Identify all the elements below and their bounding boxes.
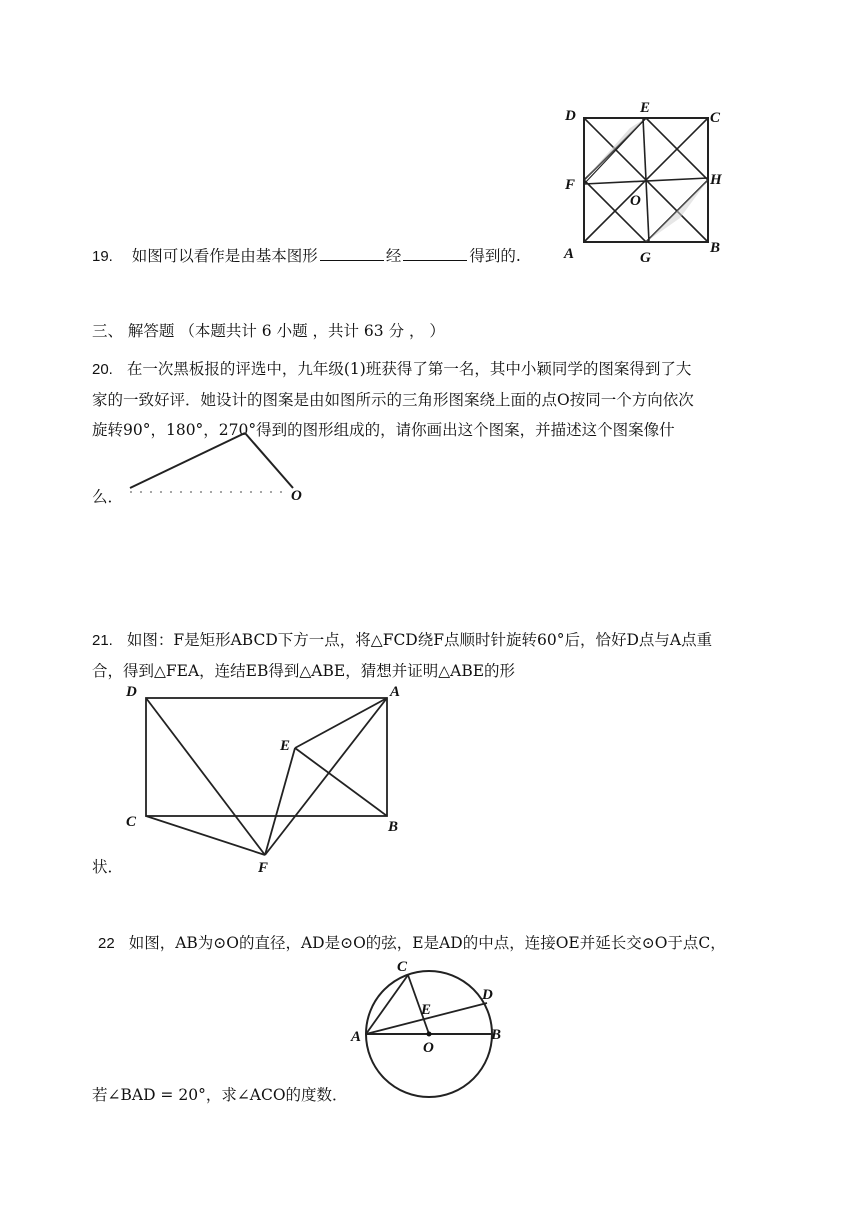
q19-blank-2[interactable] <box>403 246 467 261</box>
q21-label-c: C <box>126 814 137 830</box>
q19-figure <box>560 100 730 266</box>
q22-question <box>98 930 726 957</box>
q21-number: 21. <box>92 632 113 649</box>
q21-figure <box>120 680 410 875</box>
q21-question <box>92 625 792 686</box>
q19-label-e: E <box>640 100 651 116</box>
q21-label-e: E <box>280 738 291 754</box>
q21-line-ea <box>295 698 387 748</box>
q22-label-e: E <box>421 1002 432 1018</box>
q22-label-d: D <box>482 987 493 1003</box>
q21-label-a: A <box>390 684 401 700</box>
q19-label-g: G <box>640 250 651 266</box>
q20-text-line4: 么． <box>92 488 124 506</box>
q21-label-d: D <box>126 684 137 700</box>
q19-number: 19. <box>92 248 113 265</box>
q22-text-line1: 如图，AB为⊙O的直径，AD是⊙O的弦，E是AD的中点，连接OE并延长交⊙O于点C， <box>128 934 726 952</box>
q21-label-b: B <box>388 819 399 835</box>
q19-text-before: 如图可以看作是由基本图形 <box>131 247 318 265</box>
q19-label-b: B <box>710 240 721 256</box>
q22-label-b: B <box>491 1027 502 1043</box>
q20-text-line2: 家的一致好评．她设计的图案是由如图所示的三角形图案绕上面的点O按同一个方向依次 <box>92 391 694 409</box>
q22-number: 22 <box>98 935 115 952</box>
q21-line-af <box>265 698 387 855</box>
q21-label-f: F <box>258 860 269 875</box>
q20-side-left <box>130 433 245 488</box>
q20-figure <box>125 425 325 505</box>
q21-text-line3: 状． <box>92 858 124 876</box>
q19-line-eg <box>643 118 649 242</box>
q22-center-dot <box>427 1032 432 1037</box>
q22-label-c: C <box>397 959 408 975</box>
q22-label-a: A <box>351 1029 362 1045</box>
q20-side-right <box>245 433 293 488</box>
q19-label-d: D <box>565 108 576 124</box>
q19-label-f: F <box>565 177 576 193</box>
q19-blank-1[interactable] <box>320 246 384 261</box>
q19-label-h: H <box>710 172 722 188</box>
q21-text-line1: 如图：F是矩形ABCD下方一点，将△FCD绕F点顺时针旋转60°后，恰好D点与A点重 <box>126 631 713 649</box>
q20-label-o: O <box>291 488 302 504</box>
q20-text-line1: 在一次黑板报的评选中，九年级(1)班获得了第一名，其中小颖同学的图案得到了大 <box>126 360 692 378</box>
q21-rectangle <box>146 698 387 816</box>
q20-text-line3: 旋转90°，180°，270°得到的图形组成的，请你画出这个图案，并描述这个图案像什 <box>92 421 675 439</box>
q22-figure <box>345 955 515 1115</box>
q21-line-cf <box>146 816 265 855</box>
q20-number: 20. <box>92 361 113 378</box>
q19-label-o: O <box>630 193 641 209</box>
q22-text-line2: 若∠BAD = 20°，求∠ACO的度数． <box>92 1086 348 1104</box>
q21-text-line2: 合，得到△FEA，连结EB得到△ABE，猜想并证明△ABE的形 <box>92 662 516 680</box>
q21-line-ef <box>265 748 295 855</box>
q19-text-mid: 经 <box>385 247 402 265</box>
q21-line-df <box>146 698 265 855</box>
q19-label-a: A <box>564 246 575 262</box>
q19-question <box>92 243 521 270</box>
q19-label-c: C <box>710 110 721 126</box>
section-heading: 三、 解答题 （本题共计 6 小题 ，共计 63 分 ， ） <box>92 322 445 340</box>
q22-label-o: O <box>423 1040 434 1056</box>
q19-text-after: 得到的. <box>469 247 521 265</box>
